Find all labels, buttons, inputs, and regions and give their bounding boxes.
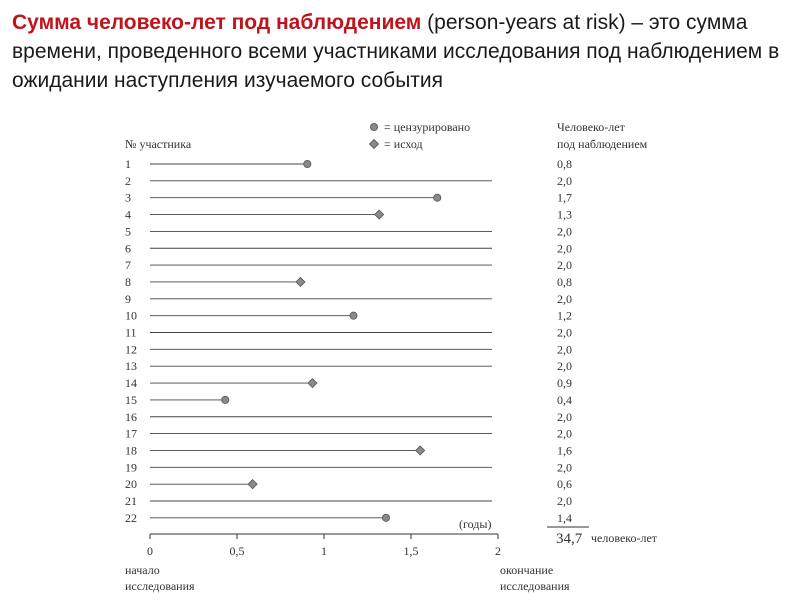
outcome-marker — [416, 446, 425, 455]
person-years-value: 0,6 — [557, 477, 572, 492]
outcome-marker — [308, 379, 317, 388]
participant-id: 6 — [125, 241, 131, 256]
legend-censored-label: = цензурировано — [384, 120, 471, 134]
participant-id: 14 — [125, 376, 137, 391]
heading-term: Сумма человеко-лет под наблюдением — [12, 11, 422, 34]
participant-id: 5 — [125, 224, 131, 239]
study-start-label-line2: исследования — [125, 579, 195, 593]
outcome-marker — [296, 277, 305, 286]
participant-row — [125, 241, 572, 255]
participant-id: 17 — [125, 426, 137, 441]
censored-marker — [434, 194, 441, 201]
participant-id: 9 — [125, 291, 131, 306]
x-axis-tick-label: 1,5 — [403, 544, 419, 558]
participant-id: 18 — [125, 443, 137, 458]
study-end-label-line2: исследования — [500, 579, 570, 593]
person-years-header-line2: под наблюдением — [557, 137, 648, 151]
person-years-value: 2,0 — [557, 426, 572, 441]
censored-marker — [350, 312, 357, 319]
participant-row — [125, 157, 572, 171]
person-years-value: 2,0 — [557, 291, 572, 306]
participant-id: 13 — [125, 359, 137, 374]
x-axis-tick-label: 0,5 — [229, 544, 245, 558]
person-years-value: 1,2 — [557, 308, 572, 323]
person-years-value: 1,4 — [557, 510, 572, 525]
person-years-value: 2,0 — [557, 342, 572, 357]
participant-row — [125, 191, 572, 205]
participant-row — [125, 258, 572, 272]
participant-row — [125, 309, 572, 323]
person-years-value: 2,0 — [557, 224, 572, 239]
participant-row — [125, 494, 572, 508]
participant-row — [125, 326, 572, 340]
person-years-value: 0,8 — [557, 157, 572, 171]
total-label: человеко-лет — [591, 531, 658, 545]
legend-censored-circle-icon — [370, 123, 377, 130]
participant-id: 8 — [125, 274, 131, 289]
participant-id: 15 — [125, 392, 137, 407]
participant-row — [125, 511, 572, 525]
person-years-value: 0,9 — [557, 376, 572, 391]
censored-marker — [304, 160, 311, 167]
participant-row — [125, 208, 572, 222]
participant-row — [125, 460, 572, 474]
participant-row — [125, 427, 572, 441]
x-axis — [147, 534, 501, 558]
study-start-label-line1: начало — [125, 563, 160, 577]
participant-row — [125, 275, 572, 289]
participant-header: № участника — [125, 137, 192, 151]
censored-marker — [382, 514, 389, 521]
participant-row — [125, 292, 572, 306]
participant-id: 16 — [125, 409, 137, 424]
participant-id: 22 — [125, 510, 137, 525]
person-years-value: 2,0 — [557, 258, 572, 273]
person-years-value: 1,7 — [557, 190, 572, 205]
study-end-label-line1: окончание — [500, 563, 554, 577]
person-years-value: 2,0 — [557, 359, 572, 374]
person-years-value: 2,0 — [557, 173, 572, 188]
participant-row — [125, 410, 572, 424]
legend-outcome-label: = исход — [384, 137, 423, 151]
participant-row — [125, 359, 572, 373]
x-axis-tick-label: 2 — [495, 544, 501, 558]
person-years-value: 1,6 — [557, 443, 572, 458]
person-years-value: 0,4 — [557, 392, 572, 407]
participant-row — [125, 174, 572, 188]
participant-rows — [125, 157, 572, 525]
person-years-value: 0,8 — [557, 274, 572, 289]
censored-marker — [222, 396, 229, 403]
participant-id: 20 — [125, 477, 137, 492]
participant-id: 3 — [125, 190, 131, 205]
participant-id: 19 — [125, 460, 137, 475]
x-axis-tick-label: 1 — [321, 544, 327, 558]
participant-row — [125, 477, 572, 491]
participant-row — [125, 376, 572, 390]
x-axis-tick-label: 0 — [147, 544, 153, 558]
person-years-value: 2,0 — [557, 241, 572, 256]
person-years-header-line1: Человеко-лет — [557, 120, 625, 134]
outcome-marker — [375, 210, 384, 219]
participant-id: 1 — [125, 157, 131, 171]
person-years-value: 2,0 — [557, 325, 572, 340]
participant-id: 4 — [125, 207, 131, 222]
person-years-value: 2,0 — [557, 494, 572, 508]
participant-id: 21 — [125, 494, 137, 508]
person-years-value: 1,3 — [557, 207, 572, 222]
participant-id: 10 — [125, 308, 137, 323]
legend — [369, 120, 470, 151]
outcome-marker — [248, 480, 257, 489]
participant-row — [125, 224, 572, 238]
legend-outcome-diamond-icon — [369, 139, 378, 148]
total-value: 34,7 — [556, 531, 583, 547]
participant-id: 7 — [125, 258, 131, 273]
participant-row — [125, 393, 572, 407]
participant-id: 11 — [125, 325, 137, 340]
person-years-value: 2,0 — [557, 409, 572, 424]
participant-row — [125, 342, 572, 356]
participant-id: 12 — [125, 342, 137, 357]
person-years-value: 2,0 — [557, 460, 572, 475]
heading-rest: (person-years at risk) – это сумма времени, проведенного всеми участниками исследования под наблюдением в ожидании наступления изучаемого события — [12, 11, 780, 92]
participant-row — [125, 443, 572, 457]
participant-id: 2 — [125, 173, 131, 188]
axis-unit-label: (годы) — [459, 517, 492, 531]
